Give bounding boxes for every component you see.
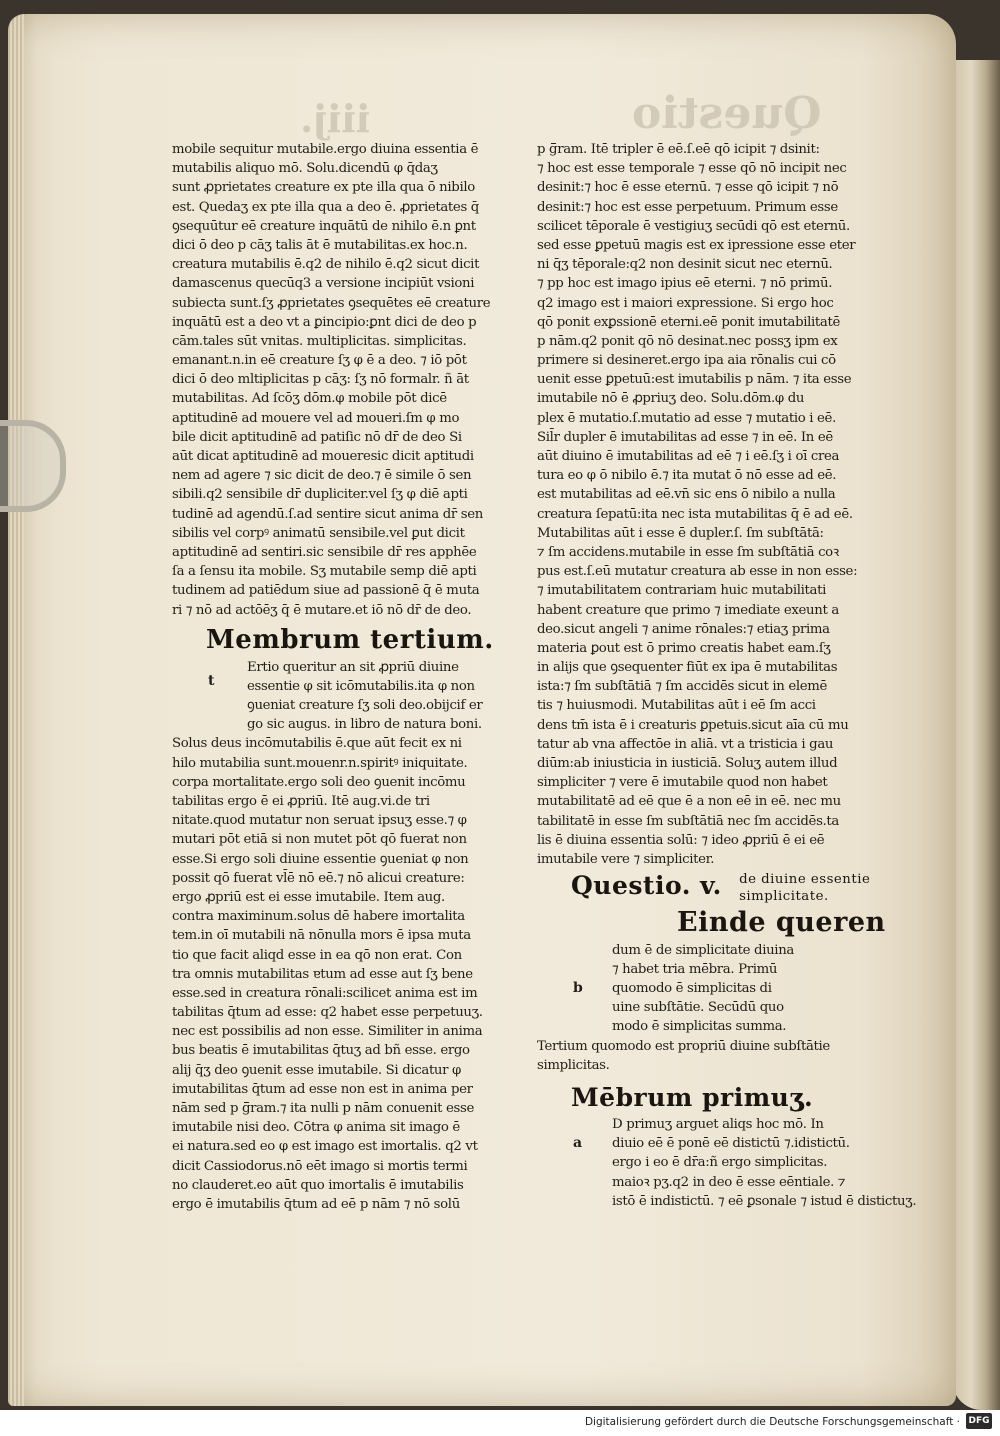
text-line: tudinem ad patiēdum siue ad passionē q̄ ē muta: [172, 583, 480, 599]
text-line: Tertium quomodo est propriū diuine subſtātie: [537, 1038, 830, 1054]
text-line: lis ē diuina essentia solū: ⁊ ideo ꝓpriū ē ei eē: [537, 832, 825, 848]
text-line: simpliciter ⁊ vere ē imutabile quod non habet: [537, 775, 828, 791]
text-line: inquātū est a deo vt a ꝑincipio:ꝑnt dici de deo p: [172, 314, 477, 330]
text-line: bile dicit aptitudinē ad patiſic nō dr̄ de deo Si: [172, 429, 462, 445]
text-line: modo ē simplicitas summa.: [612, 1019, 787, 1035]
text-line: dici ō deo p cāʒ talis āt ē mutabilitas.ex hoc.n.: [172, 237, 468, 253]
text-line: subiecta sunt.ſʒ ꝓprietates ꝯsequētes eē creature: [172, 295, 491, 311]
text-line: no clauderet.eo aūt quo imortalis ē imutabilis: [172, 1177, 464, 1193]
margin-marker-b: b: [573, 979, 583, 996]
text-line: in alijs que ꝯsequenter fiūt ex ipa ē mutabilitas: [537, 660, 838, 676]
right-indented-lines-d: [537, 1115, 917, 1211]
text-line: mutabilitas. Ad ſcōʒ dōm.φ mobile pōt dicē: [172, 391, 447, 407]
text-line: nām sed p ḡ̄ram.⁊ ita nulli p nām conuenit esse: [172, 1101, 475, 1116]
text-line: nem ad agere ⁊ sic dicit de deo.⁊ ē simile ō sen: [172, 468, 472, 484]
text-line: quomodo ē simplicitas di: [612, 981, 772, 996]
text-line: hilo mutabilia sunt.mouenr.n.spiritꝰ iniquitate.: [172, 755, 468, 771]
text-line: dici ō deo mltiplicitas p cāʒ: ſʒ nō formalr. ñ āt: [172, 372, 469, 388]
text-line: Sil̄r dupler ē imutabilitas ad esse ⁊ in eē. In eē: [537, 429, 833, 445]
text-line: ista:⁊ ſm subſtātiā ⁊ ſm accidēs sicut in elemē: [537, 679, 828, 695]
text-line: ei natura.sed eo φ est imago est imortalis. q2 vt: [172, 1139, 478, 1155]
questio-note-line-1: de diuine essentie: [739, 871, 871, 887]
text-line: materia ꝑout est ō primo creatis habet eam.ſʒ: [537, 640, 831, 656]
text-line: ſa a ſensu ita mobile. Sʒ mutabile semp diē apti: [172, 564, 477, 580]
heading-membrum-primum: Mēbrum primuʒ.: [571, 1082, 814, 1112]
text-line: tem.in oī mutabili nā nōnulla mors ē ipsa muta: [172, 928, 471, 944]
text-line: tura eo φ ō nibilo ē.⁊ ita mutat ō nō esse ad eē.: [537, 468, 837, 484]
text-line: corpa mortalitate.ergo soli deo ꝯuenit incōmu: [172, 774, 466, 790]
questio-title: Questio. v.: [571, 871, 722, 901]
text-line: damascenus quecūq3 a versione incipiūt vsioni: [172, 276, 475, 292]
text-line: Mutabilitas aūt i esse ē dupler.ſ. ſm subſtātā:: [537, 525, 824, 541]
text-line: Solus deus incōmutabilis ē.que aūt fecit ex ni: [172, 736, 462, 752]
text-line: aptitudinē ad sentiri.sic sensibile dr̄ res apphēe: [172, 544, 477, 560]
text-line: primere si desineret.ergo ipa aia rōnalis cui cō: [537, 353, 836, 369]
text-line: possit qō fuerat vl̄ē nō eē.⁊ nō alicui creature:: [172, 870, 465, 886]
text-line: cām.tales sūt vnitas. multiplicitas. simplicitas.: [172, 333, 467, 349]
text-line: mutari pōt etiā si non mutet pōt qō fuerat non: [172, 832, 467, 848]
text-line: nec est possibilis ad non esse. Similiter in anima: [172, 1024, 483, 1040]
left-text-block-a: [172, 140, 517, 620]
text-line: sibili.q2 sensibile dr̄ dupliciter.vel ſʒ φ diē apti: [172, 487, 468, 503]
text-line: aūt dicat aptitudinē ad moueresic dicit aptitudi: [172, 449, 474, 464]
text-line: ꝯsequūtur eē creature inquātū de nihilo ē.n ꝑnt: [172, 218, 476, 234]
text-line: p nām.q2 ponit qō nō desinat.nec possʒ ipm ex: [537, 333, 838, 349]
text-line: esse.Si ergo soli diuine essentie ꝯueniat φ non: [172, 851, 469, 867]
text-line: uenit esse ꝑpetuū:est imutabilis p nām. ⁊ ita esse: [537, 372, 852, 388]
text-line: qō ponit exꝑssionē eterni.eē ponit imutabilitatē: [537, 314, 841, 330]
text-line: imutabile vere ⁊ simpliciter.: [537, 851, 715, 867]
text-line: istō ē indistictū. ⁊ eē ꝑsonale ⁊ istud ē distictuʒ.: [612, 1193, 917, 1209]
right-indented-block-b: [537, 941, 882, 1037]
text-line: ⁊ imutabilitatem contrariam huic mutabilitati: [537, 583, 827, 599]
text-line: diūm:ab iniusticia in iusticiā. Soluʒ autem illud: [537, 756, 838, 771]
margin-marker-t: t: [208, 672, 215, 689]
page-stack-edge: [8, 14, 24, 1406]
text-line: desinit:⁊ hoc ē esse eternū. ⁊ esse qō icipit ⁊ nō: [537, 180, 839, 196]
text-line: deo.sicut angeli ⁊ anime rōnales:⁊ etiaʒ prima: [537, 621, 830, 637]
text-line: ⁊ hoc est esse temporale ⁊ esse qō nō incipit nec: [537, 161, 847, 177]
text-line: tabilitatē in esse ſm subſtātiā nec ſm accidēs.ta: [537, 813, 839, 829]
text-line: tio que facit aliqd esse in ea qō non erat. Con: [172, 947, 462, 963]
text-line: mutabilitatē ad eē que ē a non eē in eē. nec mu: [537, 794, 841, 810]
heading-inde-queren: Einde queren: [677, 906, 886, 938]
text-line: nitate.quod mutatur non seruat ipsuʒ esse.⁊ φ: [172, 813, 467, 829]
text-line: tra omnis mutabilitas ɐtum ad esse aut ſʒ bene: [172, 966, 473, 982]
text-line: sibilis vel corpꝰ animatū sensibile.vel ꝑut dicit: [172, 525, 465, 541]
text-line: creatura ſepatū:ita nec ista mutabilitas q̄ ē ad eē.: [537, 506, 853, 522]
text-line: mutabilis aliquo mō. Solu.dicendū φ q̄daʒ: [172, 161, 438, 177]
text-line: aptitudinē ad mouere vel ad moueri.ſm φ mo: [172, 410, 460, 426]
text-line: tabilitas q̄tum ad esse: q2 habet esse perpetuuʒ.: [172, 1005, 483, 1021]
text-line: imutabile nisi deo. Cōtra φ anima sit imago ē: [172, 1120, 460, 1136]
text-line: essentie φ sit icōmutabilis.ita φ non: [247, 678, 475, 694]
text-line: tabilitas ergo ē ei ꝓpriū. Itē aug.vi.de tri: [172, 794, 430, 809]
text-line: esse.sed in creatura rōnali:scilicet anima est im: [172, 985, 478, 1001]
text-line: plex ē mutatio.ſ.mutatio ad esse ⁊ mutatio i eē.: [537, 410, 836, 426]
heading-questio-v: [571, 869, 882, 905]
dfg-logo-icon: DFG: [966, 1413, 992, 1429]
text-line: dicit Cassiodorus.nō eēt imago si mortis termi: [172, 1158, 468, 1174]
footer-credit: Digitalisierung gefördert durch die Deutsche Forschungsgemeinschaft ·: [584, 1416, 960, 1428]
text-line: simplicitas.: [537, 1057, 610, 1073]
text-line: Ertio queritur an sit ꝓpriū diuine: [247, 659, 459, 675]
left-indented-lines: [172, 658, 517, 735]
text-line: q2 imago est i maiori expressione. Si ergo hoc: [537, 295, 834, 311]
text-line: p ḡ̄ram. Itē tripler ē eē.ſ.eē qō icipit ⁊ dsinit:: [537, 142, 820, 157]
text-line: imutabilitas q̄tum ad esse non est in anima per: [172, 1081, 473, 1097]
text-line: tis ⁊ huiusmodi. Mutabilitas aūt i eē ſm acci: [537, 698, 816, 714]
text-line: ꝯueniat creature ſʒ soli deo.obijcif er: [247, 698, 483, 714]
book-clasp: [0, 420, 66, 512]
right-indented-block-d: [537, 1115, 917, 1211]
text-line: bus beatis ē imutabilitas q̄tuʒ ad bñ esse. ergo: [172, 1043, 470, 1059]
text-line: ⁊ habet tria mēbra. Primū: [612, 961, 778, 977]
text-line: emanant.n.in eē creature ſʒ φ ē a deo. ⁊ iō pōt: [172, 353, 467, 369]
text-line: ergo ē imutabilis q̄tum ad eē p nām ⁊ nō solū: [172, 1196, 460, 1212]
text-line: maioꝛ pʒ.q2 in deo ē esse eēntiale. ⁊: [612, 1174, 846, 1190]
questio-note: [739, 871, 870, 905]
book-edge: [952, 60, 1000, 1410]
text-line: desinit:⁊ hoc est esse perpetuum. Primum esse: [537, 199, 838, 215]
text-line: ergo ꝓpriū est ei esse imutabile. Item aug.: [172, 889, 445, 905]
text-line: ⁊ ſm accidens.mutabile in esse ſm subſtātiā coꝛ: [537, 544, 839, 560]
text-line: tatur ab vna affectōe in aliā. vt a tristicia i gau: [537, 736, 834, 752]
right-indented-lines-b: [537, 941, 882, 1037]
left-column: [172, 140, 517, 1214]
text-line: mobile sequitur mutabile.ergo diuina essentia ē: [172, 142, 479, 157]
text-line: est mutabilitas ad eē.vn̄ sic ens ō nibilo a nulla: [537, 487, 836, 503]
heading-membrum-tertium: Membrum tertium.: [206, 624, 494, 655]
right-column: [537, 140, 917, 1211]
text-line: imutabile nō ē ꝓpriuʒ deo. Solu.dōm.φ du: [537, 391, 805, 407]
text-line: go sic augus. in libro de natura boni.: [247, 717, 482, 733]
bleed-through-header: Questio: [632, 88, 822, 139]
text-line: sed esse ꝑpetuū magis est ex ipressione esse eter: [537, 237, 856, 253]
text-line: ni q̄ʒ tēporale:q2 non desinit sicut nec eternū.: [537, 257, 833, 273]
left-indented-block: [172, 658, 517, 735]
text-line: contra maximinum.solus dē habere imortalita: [172, 909, 465, 925]
text-line: alij q̄ʒ deo ꝯuenit esse imutabile. Si dicatur φ: [172, 1062, 461, 1078]
text-line: aūt diuino ē imutabilitas ad eē ⁊ i eē.ſʒ i oī crea: [537, 449, 840, 464]
text-line: D primuʒ arguet aliqs hoc mō. In: [612, 1116, 824, 1132]
left-text-block-b: [172, 734, 517, 1214]
right-text-block-c: [537, 1037, 882, 1075]
text-line: dens tm̄ ista ē i creaturis ꝑpetuis.sicut aīa cū mu: [537, 717, 849, 733]
text-line: pus est.ſ.eū mutatur creatura ab esse in non esse:: [537, 564, 858, 580]
text-line: ri ⁊ nō ad actōēʒ q̄ ē mutare.et iō nō dr̄ de deo.: [172, 602, 472, 618]
text-line: tudinē ad agendū.ſ.ad sentire sicut anima dr̄ sen: [172, 506, 484, 522]
text-line: ⁊ pp hoc est imago ipius eē eterni. ⁊ nō primū.: [537, 276, 833, 292]
text-line: creatura mutabilis ē.q2 de nihilo ē.q2 sicut dicit: [172, 257, 480, 273]
bleed-through-folio: iiij.: [300, 96, 371, 141]
text-line: habent creature que primo ⁊ imediate exeunt a: [537, 602, 839, 618]
questio-note-line-2: simplicitate.: [739, 888, 829, 904]
text-line: est. Quedaʒ ex pte illa qua a deo ē. ꝓprietates q̄: [172, 199, 479, 215]
text-line: diuio eē ē ponē eē distictū ⁊.idistictū.: [612, 1136, 850, 1152]
right-text-block-a: [537, 140, 882, 869]
text-line: ergo i eo ē dr̄a:ñ ergo simplicitas.: [612, 1155, 828, 1171]
margin-marker-a: a: [573, 1134, 582, 1151]
text-line: uine subſtātie. Secūdū quo: [612, 1000, 784, 1016]
text-line: dum ē de simplicitate diuina: [612, 942, 794, 958]
text-line: sunt ꝓprietates creature ex pte illa qua ō nibilo: [172, 180, 475, 196]
text-line: scilicet tēporale ē vestigiuʒ secūdi qō est eternū.: [537, 218, 850, 234]
